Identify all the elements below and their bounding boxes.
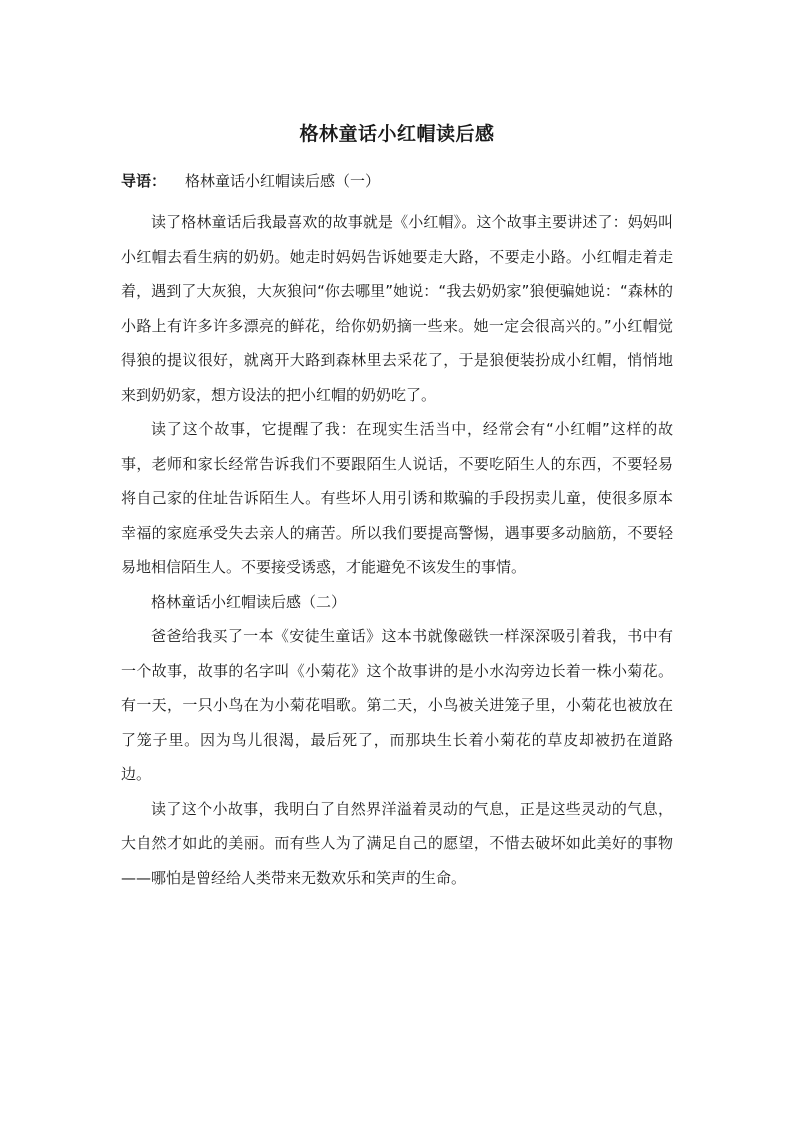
document-body [121, 205, 673, 895]
intro-line [121, 170, 380, 192]
paragraph: 读了格林童话后我最喜欢的故事就是《小红帽》。这个故事主要讲述了：妈妈叫小红帽去看生病的奶奶。她走时妈妈告诉她要走大路，不要走小路。小红帽走着走着，遇到了大灰狼，大灰狼问“你去哪里”她说：“我去奶奶家”狼便骗她说：“森林的小路上有许多许多漂亮的鲜花，给你奶奶摘一些来。她一定会很高兴的。”小红帽觉得狼的提议很好，就离开大路到森林里去采花了，于是狼便装扮成小红帽，悄悄地来到奶奶家，想方设法的把小红帽的奶奶吃了。 [121, 213, 673, 404]
intro-text: 格林童话小红帽读后感（一） [185, 172, 381, 190]
paragraph: 读了这个故事，它提醒了我：在现实生活当中，经常会有“小红帽”这样的故事，老师和家长经常告诉我们不要跟陌生人说话，不要吃陌生人的东西，不要轻易将自己家的住址告诉陌生人。有些坏人用引诱和欺骗的手段拐卖儿童，使很多原本幸福的家庭承受失去亲人的痛苦。所以我们要提高警惕，遇事要多动脑筋，不要轻易地相信陌生人。不要接受诱惑，才能避免不该发生的事情。 [121, 420, 673, 576]
page-title: 格林童话小红帽读后感 [299, 123, 495, 145]
section-heading: 格林童话小红帽读后感（二） [151, 592, 347, 611]
paragraph: 读了这个小故事，我明白了自然界洋溢着灵动的气息，正是这些灵动的气息，大自然才如此的美丽。而有些人为了满足自己的愿望，不惜去破坏如此美好的事物——哪怕是曾经给人类带来无数欢乐和笑声的生命。 [121, 799, 673, 887]
intro-label: 导语： [121, 172, 167, 190]
paragraph: 爸爸给我买了一本《安徒生童话》这本书就像磁铁一样深深吸引着我，书中有一个故事，故事的名字叫《小菊花》这个故事讲的是小水沟旁边长着一株小菊花。有一天，一只小鸟在为小菊花唱歌。第二天，小鸟被关进笼子里，小菊花也被放在了笼子里。因为鸟儿很渴，最后死了，而那块生长着小菊花的草皮却被扔在道路边。 [121, 627, 673, 783]
